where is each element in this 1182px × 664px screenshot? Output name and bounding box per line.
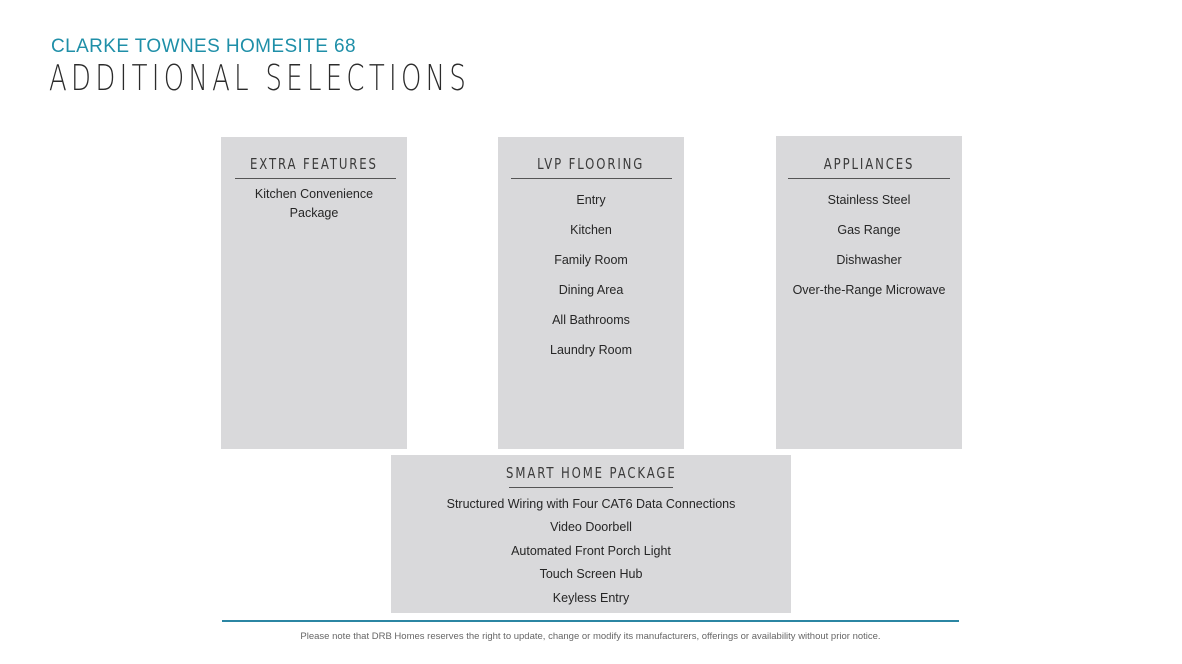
list-item: Dishwasher xyxy=(836,253,902,267)
list-item: All Bathrooms xyxy=(552,313,630,327)
list-item: Automated Front Porch Light xyxy=(511,543,671,558)
list-item: Stainless Steel xyxy=(827,193,911,207)
list-item: Laundry Room xyxy=(550,343,632,357)
lvp-flooring-divider xyxy=(511,178,672,179)
extra-features-divider xyxy=(235,178,396,179)
lvp-flooring-heading: LVP FLOORING xyxy=(537,155,645,173)
smart-home-panel xyxy=(391,455,791,613)
smart-home-divider xyxy=(509,487,673,488)
appliances-divider xyxy=(788,178,950,179)
appliances-panel xyxy=(776,136,962,449)
list-item: Touch Screen Hub xyxy=(539,567,643,582)
list-item: Kitchen Convenience Package xyxy=(254,187,374,220)
list-item: Over-the-Range Microwave xyxy=(792,283,946,297)
footer-disclaimer: Please note that DRB Homes reserves the right to update, change or modify its manufacturers, offerings or availability without prior notice. xyxy=(300,631,881,642)
extra-features-list xyxy=(221,185,407,223)
appliances-list xyxy=(776,185,962,305)
smart-home-list xyxy=(391,493,791,610)
list-item: Gas Range xyxy=(837,223,901,237)
extra-features-heading: EXTRA FEATURES xyxy=(250,155,378,173)
list-item: Entry xyxy=(576,193,606,207)
list-item: Family Room xyxy=(554,253,628,267)
list-item: Keyless Entry xyxy=(552,590,630,605)
lvp-flooring-list xyxy=(498,185,684,365)
extra-features-panel xyxy=(221,137,407,449)
lvp-flooring-panel xyxy=(498,137,684,449)
page-title: ADDITIONAL SELECTIONS xyxy=(49,58,471,99)
list-item: Kitchen xyxy=(570,223,612,237)
footer-divider xyxy=(222,620,959,622)
list-item: Video Doorbell xyxy=(550,520,632,535)
appliances-heading: APPLIANCES xyxy=(823,155,915,173)
list-item: Structured Wiring with Four CAT6 Data Connections xyxy=(446,497,736,511)
list-item: Dining Area xyxy=(558,283,624,297)
smart-home-heading: SMART HOME PACKAGE xyxy=(505,464,677,482)
page-subtitle: CLARKE TOWNES HOMESITE 68 xyxy=(51,36,356,57)
